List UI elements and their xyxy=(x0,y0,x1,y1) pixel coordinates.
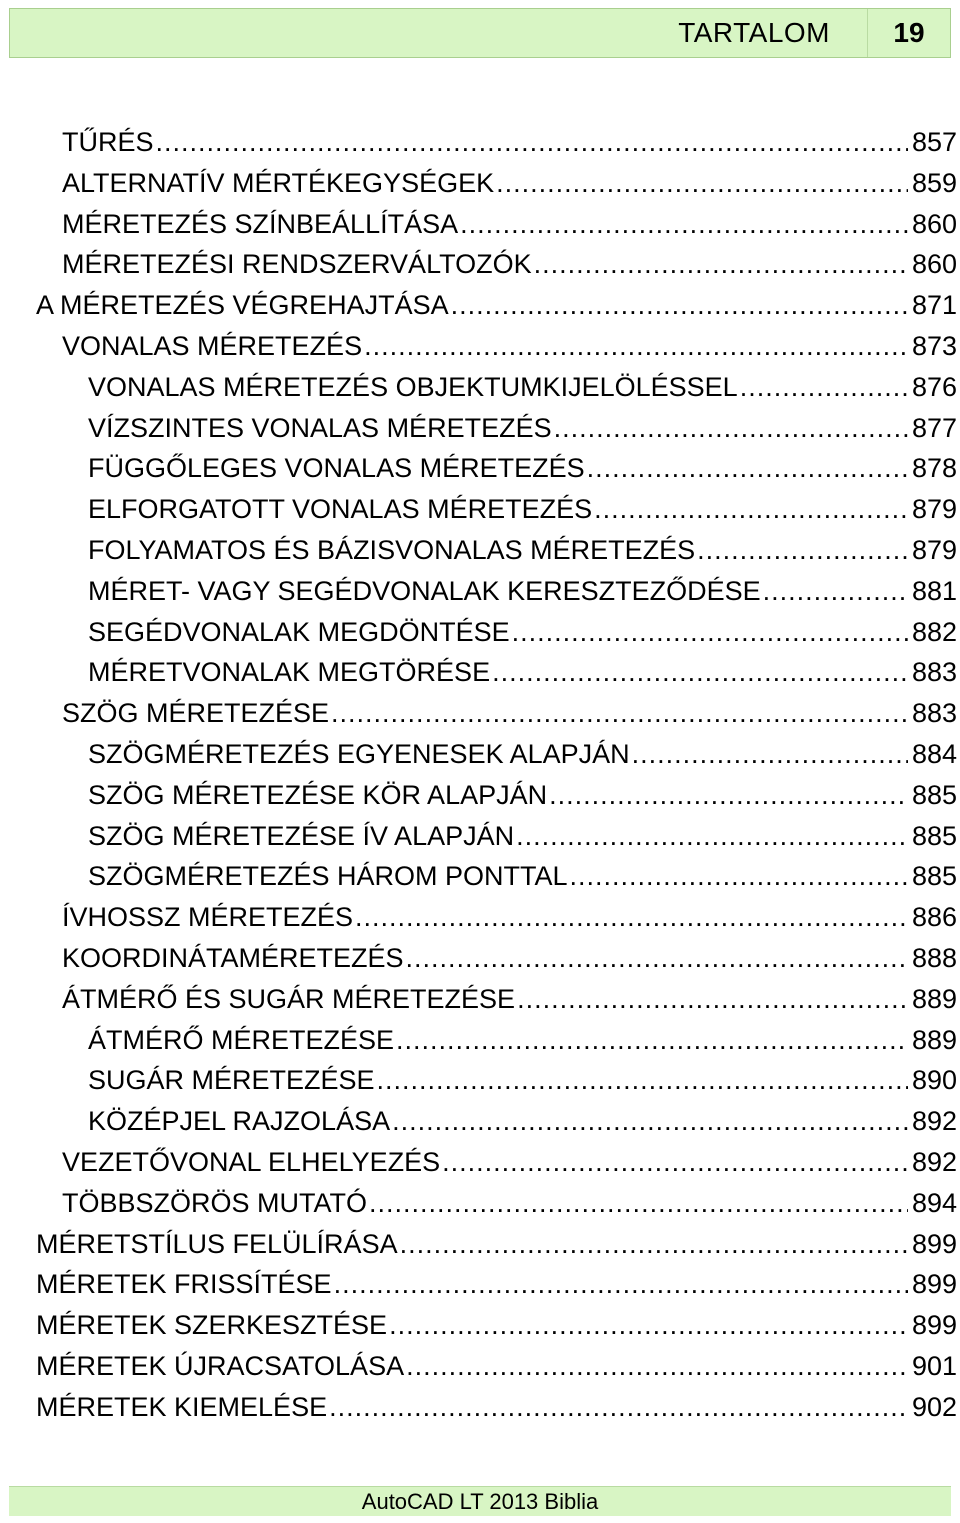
toc-entry[interactable] xyxy=(0,693,960,734)
toc-entry[interactable] xyxy=(0,612,960,653)
toc-dot-leader xyxy=(389,1305,908,1346)
toc-entry[interactable] xyxy=(0,326,960,367)
toc-entry[interactable] xyxy=(0,1305,960,1346)
toc-dot-leader xyxy=(570,856,908,897)
toc-entry-page-number: 882 xyxy=(911,616,957,647)
toc-entry-page-number: 890 xyxy=(911,1065,957,1096)
toc-entry-title: SZÖGMÉRETEZÉS HÁROM PONTTAL xyxy=(88,861,568,892)
toc-entry[interactable] xyxy=(0,408,960,449)
toc-entry-title: VÍZSZINTES VONALAS MÉRETEZÉS xyxy=(88,412,552,443)
toc-entry-title: MÉRETEK KIEMELÉSE xyxy=(36,1391,328,1422)
toc-entry-line xyxy=(62,326,957,367)
toc-entry-title: MÉRETSTÍLUS FELÜLÍRÁSA xyxy=(36,1228,398,1259)
toc-dot-leader xyxy=(549,775,908,816)
toc-entry[interactable] xyxy=(0,816,960,857)
toc-entry-title: MÉRETEK FRISSÍTÉSE xyxy=(36,1269,332,1300)
toc-entry-page-number: 885 xyxy=(911,779,957,810)
toc-dot-leader xyxy=(587,448,908,489)
toc-dot-leader xyxy=(396,1020,908,1061)
toc-entry-title: KÖZÉPJEL RAJZOLÁSA xyxy=(88,1106,391,1137)
toc-entry-title: SZÖGMÉRETEZÉS EGYENESEK ALAPJÁN xyxy=(88,738,630,769)
toc-dot-leader xyxy=(442,1142,908,1183)
toc-entry-line xyxy=(62,1183,957,1224)
toc-entry[interactable] xyxy=(0,1101,960,1142)
toc-entry-title: SZÖG MÉRETEZÉSE xyxy=(62,698,330,729)
toc-entry-title: MÉRETEK ÚJRACSATOLÁSA xyxy=(36,1350,405,1381)
toc-entry-title: ELFORGATOTT VONALAS MÉRETEZÉS xyxy=(88,494,593,525)
toc-entry-line xyxy=(88,408,957,449)
toc-entry-title: FOLYAMATOS ÉS BÁZISVONALAS MÉRETEZÉS xyxy=(88,534,696,565)
toc-dot-leader xyxy=(492,652,908,693)
toc-entry-page-number: 860 xyxy=(911,208,957,239)
toc-dot-leader xyxy=(355,897,908,938)
toc-dot-leader xyxy=(496,163,908,204)
toc-entry[interactable] xyxy=(0,448,960,489)
toc-entry-title: MÉRETVONALAK MEGTÖRÉSE xyxy=(88,657,491,688)
toc-entry-page-number: 881 xyxy=(911,575,957,606)
toc-entry-page-number: 885 xyxy=(911,861,957,892)
toc-entry-page-number: 871 xyxy=(911,290,957,321)
toc-entry[interactable] xyxy=(0,897,960,938)
toc-entry[interactable] xyxy=(0,1264,960,1305)
toc-entry[interactable] xyxy=(0,571,960,612)
toc-entry-title: SUGÁR MÉRETEZÉSE xyxy=(88,1065,375,1096)
toc-dot-leader xyxy=(451,285,908,326)
toc-dot-leader xyxy=(517,979,908,1020)
toc-entry-page-number: 877 xyxy=(911,412,957,443)
header-page-number: 19 xyxy=(893,17,925,48)
toc-entry-line xyxy=(62,938,957,979)
toc-entry-page-number: 901 xyxy=(911,1350,957,1381)
toc-entry-line xyxy=(62,979,957,1020)
toc-entry[interactable] xyxy=(0,856,960,897)
toc-entry-line xyxy=(62,244,957,285)
page-header xyxy=(9,8,951,58)
toc-dot-leader xyxy=(512,612,908,653)
toc-entry-page-number: 899 xyxy=(911,1310,957,1341)
toc-entry[interactable] xyxy=(0,204,960,245)
toc-entry-line xyxy=(62,204,957,245)
toc-entry-line xyxy=(62,693,957,734)
toc-entry-line xyxy=(88,1060,957,1101)
toc-entry-title: KOORDINÁTAMÉRETEZÉS xyxy=(62,942,404,973)
toc-entry-title: VONALAS MÉRETEZÉS OBJEKTUMKIJELÖLÉSSEL xyxy=(88,371,738,402)
toc-dot-leader xyxy=(763,571,908,612)
toc-entry-page-number: 883 xyxy=(911,698,957,729)
toc-dot-leader xyxy=(334,1264,908,1305)
toc-entry-title: SZÖG MÉRETEZÉSE KÖR ALAPJÁN xyxy=(88,779,548,810)
toc-entry[interactable] xyxy=(0,775,960,816)
toc-entry-title: MÉRETEZÉS SZÍNBEÁLLÍTÁSA xyxy=(62,208,459,239)
toc-entry-page-number: 879 xyxy=(911,534,957,565)
section-title: TARTALOM xyxy=(678,17,830,48)
toc-entry-line xyxy=(62,897,957,938)
toc-entry-page-number: 892 xyxy=(911,1106,957,1137)
toc-entry-page-number: 860 xyxy=(911,249,957,280)
toc-entry-title: MÉRET- VAGY SEGÉDVONALAK KERESZTEZŐDÉSE xyxy=(88,575,761,606)
toc-entry-line xyxy=(88,571,957,612)
toc-entry-line xyxy=(88,775,957,816)
toc-dot-leader xyxy=(331,693,908,734)
toc-entry-line xyxy=(88,1101,957,1142)
toc-entry-line xyxy=(88,816,957,857)
toc-entry-page-number: 883 xyxy=(911,657,957,688)
toc-entry[interactable] xyxy=(0,244,960,285)
toc-entry[interactable] xyxy=(0,1060,960,1101)
toc-entry-page-number: 878 xyxy=(911,453,957,484)
toc-entry-page-number: 899 xyxy=(911,1269,957,1300)
page-footer: AutoCAD LT 2013 Biblia xyxy=(9,1486,951,1516)
toc-entry[interactable] xyxy=(0,367,960,408)
toc-entry-page-number: 889 xyxy=(911,983,957,1014)
toc-entry-line xyxy=(88,489,957,530)
toc-dot-leader xyxy=(516,816,908,857)
toc-entry-line xyxy=(62,163,957,204)
toc-entry-title: MÉRETEK SZERKESZTÉSE xyxy=(36,1310,388,1341)
toc-dot-leader xyxy=(534,244,908,285)
toc-dot-leader xyxy=(554,408,908,449)
toc-dot-leader xyxy=(377,1060,908,1101)
toc-entry-page-number: 884 xyxy=(911,738,957,769)
toc-entry-line xyxy=(36,1224,957,1265)
table-of-contents xyxy=(0,122,960,1428)
toc-entry-title: SZÖG MÉRETEZÉSE ÍV ALAPJÁN xyxy=(88,820,515,851)
toc-entry-line xyxy=(88,652,957,693)
toc-entry[interactable] xyxy=(0,1224,960,1265)
toc-entry-title: A MÉRETEZÉS VÉGREHAJTÁSA xyxy=(36,290,449,321)
toc-entry-line xyxy=(36,1264,957,1305)
toc-entry-title: ÍVHOSSZ MÉRETEZÉS xyxy=(62,902,354,933)
toc-entry[interactable] xyxy=(0,652,960,693)
toc-entry[interactable] xyxy=(0,285,960,326)
toc-entry-line xyxy=(62,1142,957,1183)
toc-dot-leader xyxy=(697,530,908,571)
toc-dot-leader xyxy=(364,326,908,367)
toc-entry[interactable] xyxy=(0,530,960,571)
toc-entry-page-number: 885 xyxy=(911,820,957,851)
toc-entry-line xyxy=(88,734,957,775)
toc-dot-leader xyxy=(632,734,908,775)
toc-entry-page-number: 899 xyxy=(911,1228,957,1259)
toc-entry-line xyxy=(88,1020,957,1061)
toc-entry-page-number: 879 xyxy=(911,494,957,525)
toc-entry-line xyxy=(88,530,957,571)
toc-entry[interactable] xyxy=(0,489,960,530)
toc-entry-page-number: 888 xyxy=(911,942,957,973)
toc-entry-page-number: 886 xyxy=(911,902,957,933)
toc-entry-title: MÉRETEZÉSI RENDSZERVÁLTOZÓK xyxy=(62,249,532,280)
toc-entry-page-number: 892 xyxy=(911,1146,957,1177)
toc-dot-leader xyxy=(400,1224,908,1265)
toc-entry[interactable] xyxy=(0,122,960,163)
toc-entry-title: FÜGGŐLEGES VONALAS MÉRETEZÉS xyxy=(88,453,585,484)
toc-entry-title: TÖBBSZÖRÖS MUTATÓ xyxy=(62,1187,368,1218)
toc-entry[interactable] xyxy=(0,1346,960,1387)
toc-dot-leader xyxy=(392,1101,908,1142)
toc-entry-title: ÁTMÉRŐ ÉS SUGÁR MÉRETEZÉSE xyxy=(62,983,516,1014)
toc-dot-leader xyxy=(156,122,908,163)
toc-entry[interactable] xyxy=(0,734,960,775)
toc-dot-leader xyxy=(329,1387,908,1428)
toc-dot-leader xyxy=(740,367,908,408)
toc-entry-title: ALTERNATÍV MÉRTÉKEGYSÉGEK xyxy=(62,167,495,198)
toc-entry-line xyxy=(36,1305,957,1346)
toc-entry[interactable] xyxy=(0,1387,960,1428)
toc-dot-leader xyxy=(406,1346,908,1387)
toc-entry[interactable] xyxy=(0,163,960,204)
toc-entry-page-number: 857 xyxy=(911,127,957,157)
toc-entry-line xyxy=(88,856,957,897)
toc-entry-line xyxy=(88,612,957,653)
toc-dot-leader xyxy=(406,938,908,979)
toc-dot-leader xyxy=(369,1183,908,1224)
toc-entry-page-number: 894 xyxy=(911,1187,957,1218)
toc-entry-title: VEZETŐVONAL ELHELYEZÉS xyxy=(62,1146,441,1177)
toc-entry-line xyxy=(36,1346,957,1387)
toc-dot-leader xyxy=(460,204,908,245)
toc-entry-line xyxy=(36,1387,957,1428)
toc-entry-page-number: 876 xyxy=(911,371,957,402)
toc-entry-page-number: 859 xyxy=(911,167,957,198)
toc-dot-leader xyxy=(594,489,908,530)
toc-entry-line xyxy=(36,285,957,326)
toc-entry-title: ÁTMÉRŐ MÉRETEZÉSE xyxy=(88,1024,395,1055)
toc-entry-page-number: 873 xyxy=(911,330,957,361)
toc-entry-page-number: 902 xyxy=(911,1391,957,1422)
toc-entry-line xyxy=(62,122,957,163)
toc-entry[interactable] xyxy=(0,1142,960,1183)
toc-entry-title: TŰRÉS xyxy=(62,127,154,157)
toc-entry-line xyxy=(88,367,957,408)
toc-entry-line xyxy=(88,448,957,489)
toc-entry-title: SEGÉDVONALAK MEGDÖNTÉSE xyxy=(88,616,510,647)
toc-entry-page-number: 889 xyxy=(911,1024,957,1055)
toc-entry[interactable] xyxy=(0,938,960,979)
toc-entry[interactable] xyxy=(0,1020,960,1061)
toc-entry-title: VONALAS MÉRETEZÉS xyxy=(62,330,363,361)
toc-entry[interactable] xyxy=(0,1183,960,1224)
toc-entry[interactable] xyxy=(0,979,960,1020)
